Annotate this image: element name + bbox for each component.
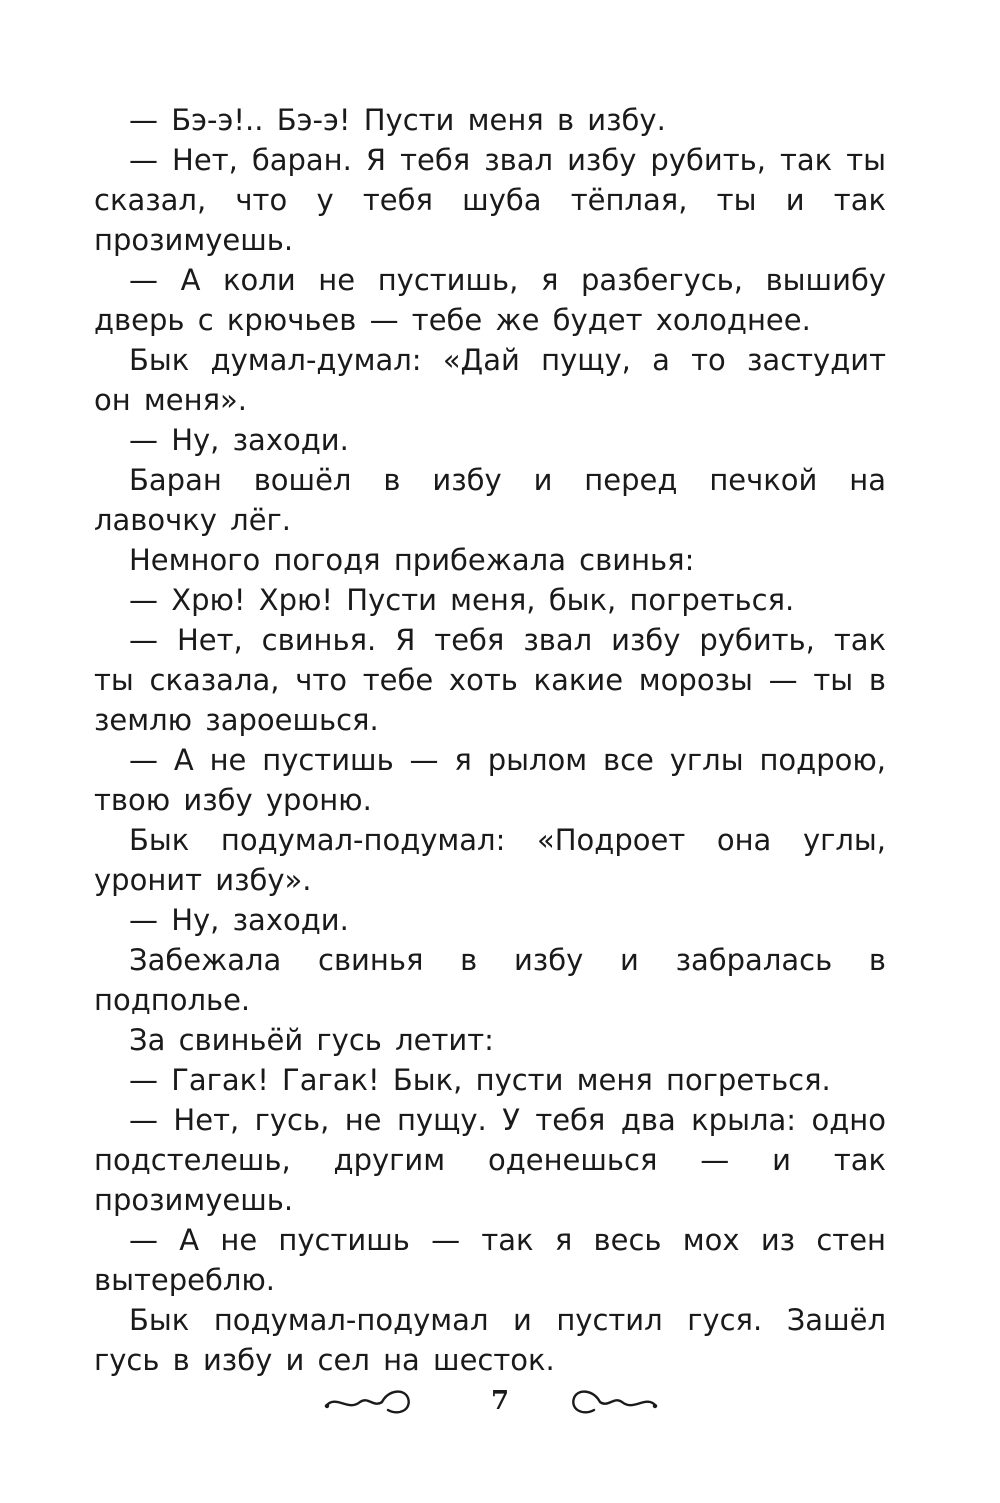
paragraph: Баран вошёл в избу и перед печкой на лавочку лёг. — [94, 463, 886, 537]
paragraph: Забежала свинья в избу и забралась в подполье. — [94, 943, 886, 1017]
page-number: 7 — [490, 1386, 510, 1416]
page-footer — [0, 1370, 1000, 1440]
story-text — [94, 100, 886, 1380]
paragraph: — А не пустишь — я рылом все углы подрою, твою избу уроню. — [94, 743, 886, 817]
paragraph: — А не пустишь — так я весь мох из стен вытереблю. — [94, 1223, 886, 1297]
paragraph: — Бэ-э!.. Бэ-э! Пусти меня в избу. — [129, 103, 666, 137]
paragraph: За свиньёй гусь летит: — [129, 1023, 494, 1057]
paragraph: — Хрю! Хрю! Пусти меня, бык, погреться. — [129, 583, 795, 617]
paragraph: — Нет, свинья. Я тебя звал избу рубить, так ты сказала, что тебе хоть какие морозы — ты в землю зароешься. — [94, 623, 886, 737]
paragraph: Бык подумал-подумал и пустил гуся. Зашёл гусь в избу и сел на шесток. — [94, 1303, 886, 1377]
paragraph: — Гагак! Гагак! Бык, пусти меня погреться. — [129, 1063, 831, 1097]
paragraph: Бык думал-думал: «Дай пущу, а то застудит он меня». — [94, 343, 886, 417]
paragraph: — Нет, гусь, не пущу. У тебя два крыла: одно подстелешь, другим оденешься — и так прозимуешь. — [94, 1103, 886, 1217]
paragraph: — Ну, заходи. — [129, 423, 349, 457]
ornament-flourish-right-icon — [562, 1378, 660, 1418]
paragraph: Бык подумал-подумал: «Подроет она углы, уронит избу». — [94, 823, 886, 897]
paragraph: — Нет, баран. Я тебя звал избу рубить, так ты сказал, что у тебя шуба тёплая, ты и так прозимуешь. — [94, 143, 886, 257]
paragraph: — Ну, заходи. — [129, 903, 349, 937]
paragraph: — А коли не пустишь, я разбегусь, вышибу дверь с крючьев — тебе же будет холоднее. — [94, 263, 886, 337]
paragraph: Немного погодя прибежала свинья: — [129, 543, 695, 577]
